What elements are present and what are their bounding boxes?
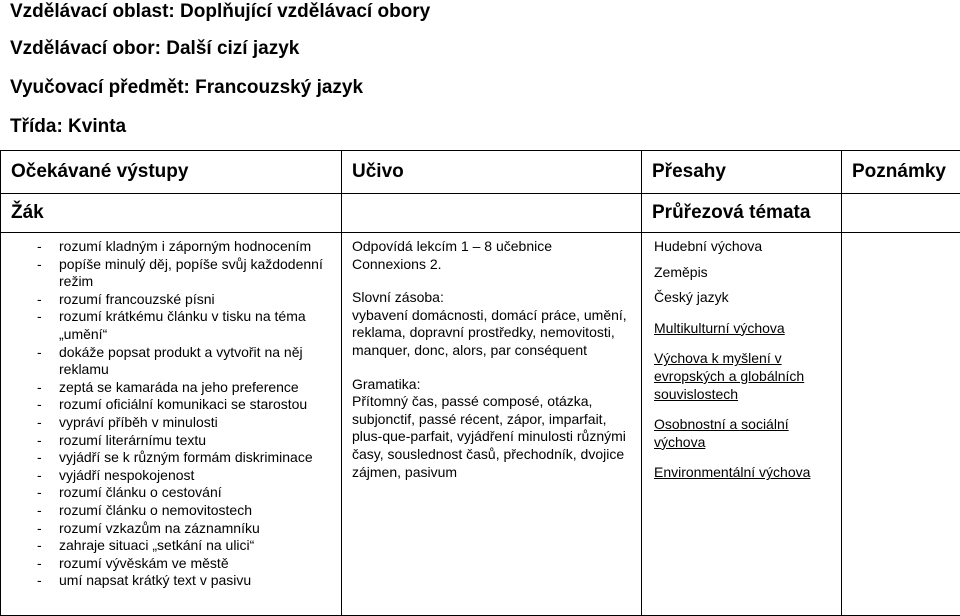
list-item: - umí napsat krátký text v pasivu (1, 572, 341, 590)
list-item: - rozumí francouzské písni (1, 291, 341, 309)
list-item: - rozumí vzkazům na záznamníku (1, 520, 341, 538)
list-item: - rozumí vývěskám ve městě (1, 555, 341, 573)
doc-obor: Vzdělávací obor: Další cizí jazyk (10, 38, 300, 59)
tema-multikulturni: Multikulturní výchova (654, 319, 785, 336)
header-prurezova: Průřezová témata (642, 194, 842, 233)
ucivo-cell (342, 233, 642, 616)
poznamky-cell (842, 233, 960, 616)
list-item: - rozumí kladným i záporným hodnocením (1, 238, 341, 256)
list-item: - popíše minulý děj, popíše svůj každodenní režim (1, 256, 341, 291)
list-item: - zeptá se kamaráda na jeho preference (1, 379, 341, 397)
header-ucivo-empty (342, 194, 642, 233)
slovni-zasoba-text: vybavení domácnosti, domácí práce, umění, reklama, dopravní prostředky, nemovitosti, manquer, donc, alors, par conséquent (352, 306, 627, 358)
list-item: - dokáže popsat produkt a vytvořit na něj reklamu (1, 344, 341, 379)
doc-trida: Třída: Kvinta (10, 116, 127, 137)
presah-hudebni: Hudební výchova (654, 238, 763, 254)
list-item: - rozumí literárnímu textu (1, 432, 341, 450)
ucivo-lekce: Odpovídá lekcím 1 – 8 učebnice (352, 238, 553, 254)
list-item: - vyjádří se k různým formám diskriminace (1, 449, 341, 467)
list-item: - rozumí článku o cestování (1, 484, 341, 502)
doc-oblast: Vzdělávací oblast: Doplňující vzdělávací obory (10, 1, 431, 22)
presah-zemepis: Zeměpis (654, 263, 708, 280)
list-item: - rozumí oficiální komunikaci se starostou (1, 396, 341, 414)
gramatika-heading: Gramatika: (352, 375, 421, 392)
vystupy-cell (1, 233, 342, 616)
header-ucivo: Učivo (342, 151, 642, 194)
gramatika-text: Přítomný čas, passé composé, otázka, subjonctif, passé récent, zápor, imparfait, plus-que-parfait, vyjádření minulosti různými časy, souslednost časů, přechodník, dvojice zájmen, pasivum (352, 393, 626, 480)
header-poznamky: Poznámky (842, 151, 960, 194)
subheader-row (1, 194, 960, 233)
header-row (1, 151, 960, 194)
curriculum-table (0, 150, 960, 616)
list-item: - vyjádří nespokojenost (1, 467, 341, 485)
tema-environmentalni: Environmentální výchova (654, 464, 811, 481)
list-item: - vypráví příběh v minulosti (1, 414, 341, 432)
doc-predmet: Vyučovací předmět: Francouzský jazyk (10, 77, 364, 98)
slovni-zasoba-heading: Slovní zásoba: (352, 289, 444, 306)
vystupy-list (1, 233, 341, 590)
presah-cesky: Český jazyk (654, 289, 729, 306)
list-item: - rozumí krátkému článku v tisku na téma „umění“ (1, 308, 341, 343)
header-poznamky-empty (842, 194, 960, 233)
header-zak: Žák (1, 194, 342, 233)
list-item: - rozumí článku o nemovitostech (1, 502, 341, 520)
list-item: - zahraje situaci „setkání na ulici“ (1, 537, 341, 555)
tema-osobnostni: Osobnostní a sociální výchova (654, 416, 789, 450)
presahy-cell (642, 233, 842, 616)
content-row (1, 233, 960, 616)
header-vystupy: Očekávané výstupy (1, 151, 342, 194)
ucivo-ucebnice: Connexions 2. (352, 255, 442, 272)
header-presahy: Přesahy (642, 151, 842, 194)
tema-evropa: Výchova k myšlení v evropských a globálních souvislostech (654, 350, 805, 402)
